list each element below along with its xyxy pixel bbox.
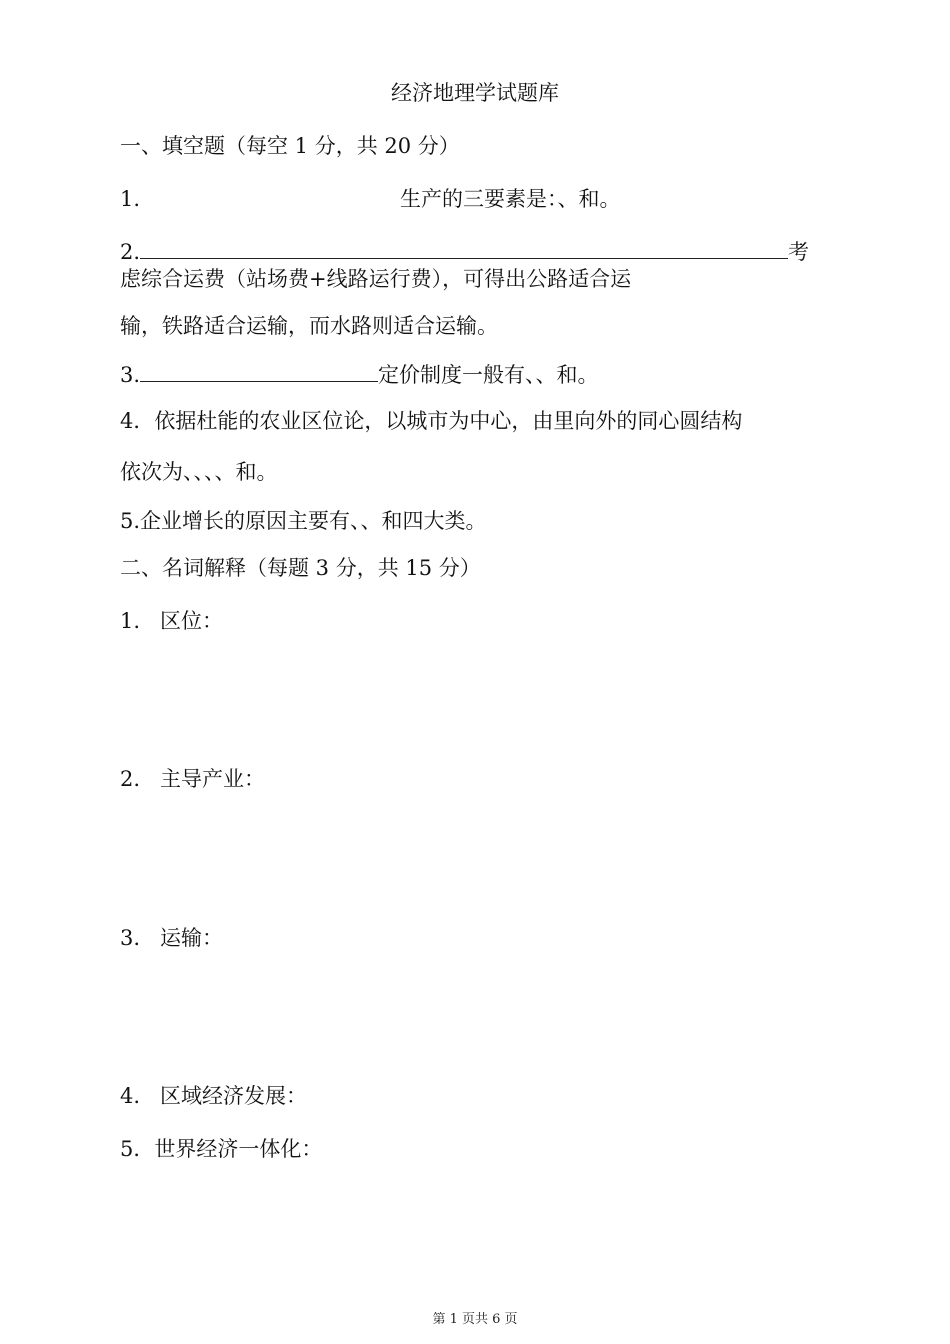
question-3-text: 定价制度一般有、、和。 [378, 363, 599, 387]
term-4 [120, 1083, 307, 1109]
question-1-number: 1. [120, 187, 141, 211]
term-1-text: 区位： [160, 609, 224, 633]
term-3-number: 3. [120, 926, 141, 950]
question-5: 5.企业增长的原因主要有、、和四大类。 [120, 509, 487, 533]
question-1-text: 生产的三要素是：、和。 [400, 187, 621, 211]
question-2-line1 [120, 238, 809, 265]
section2-heading: 二、名词解释（每题 3 分，共 15 分） [120, 556, 481, 580]
term-2-text: 主导产业： [160, 767, 266, 791]
term-2-number: 2. [120, 767, 141, 791]
question-3-number: 3. [120, 363, 141, 387]
question-3 [120, 361, 599, 388]
answer-blank [140, 238, 788, 259]
term-5 [120, 1136, 322, 1162]
term-1 [120, 608, 223, 634]
document-title: 经济地理学试题库 [391, 81, 559, 105]
section1-heading: 一、填空题（每空 1 分，共 20 分） [120, 134, 460, 158]
question-4-line2: 依次为、、、、和。 [120, 460, 278, 484]
question-2-tail: 考 [788, 240, 810, 264]
answer-blank [140, 361, 378, 382]
term-5-number: 5． [120, 1137, 155, 1161]
page-footer: 第 1 页共 6 页 [432, 1312, 518, 1327]
question-4-line1: 4．依据杜能的农业区位论，以城市为中心，由里向外的同心圆结构 [120, 409, 743, 433]
term-4-text: 区域经济发展： [160, 1084, 308, 1108]
question-2-number: 2. [120, 240, 141, 264]
question-2-line3: 输，铁路适合运输，而水路则适合运输。 [120, 314, 498, 338]
term-3-text: 运输： [160, 926, 224, 950]
term-1-number: 1. [120, 609, 141, 633]
term-4-number: 4. [120, 1084, 141, 1108]
term-2 [120, 766, 265, 792]
question-2-line2: 虑综合运费（站场费+线路运行费），可得出公路适合运 [120, 267, 632, 291]
term-3 [120, 925, 223, 951]
term-5-text: 世界经济一体化： [154, 1137, 323, 1161]
